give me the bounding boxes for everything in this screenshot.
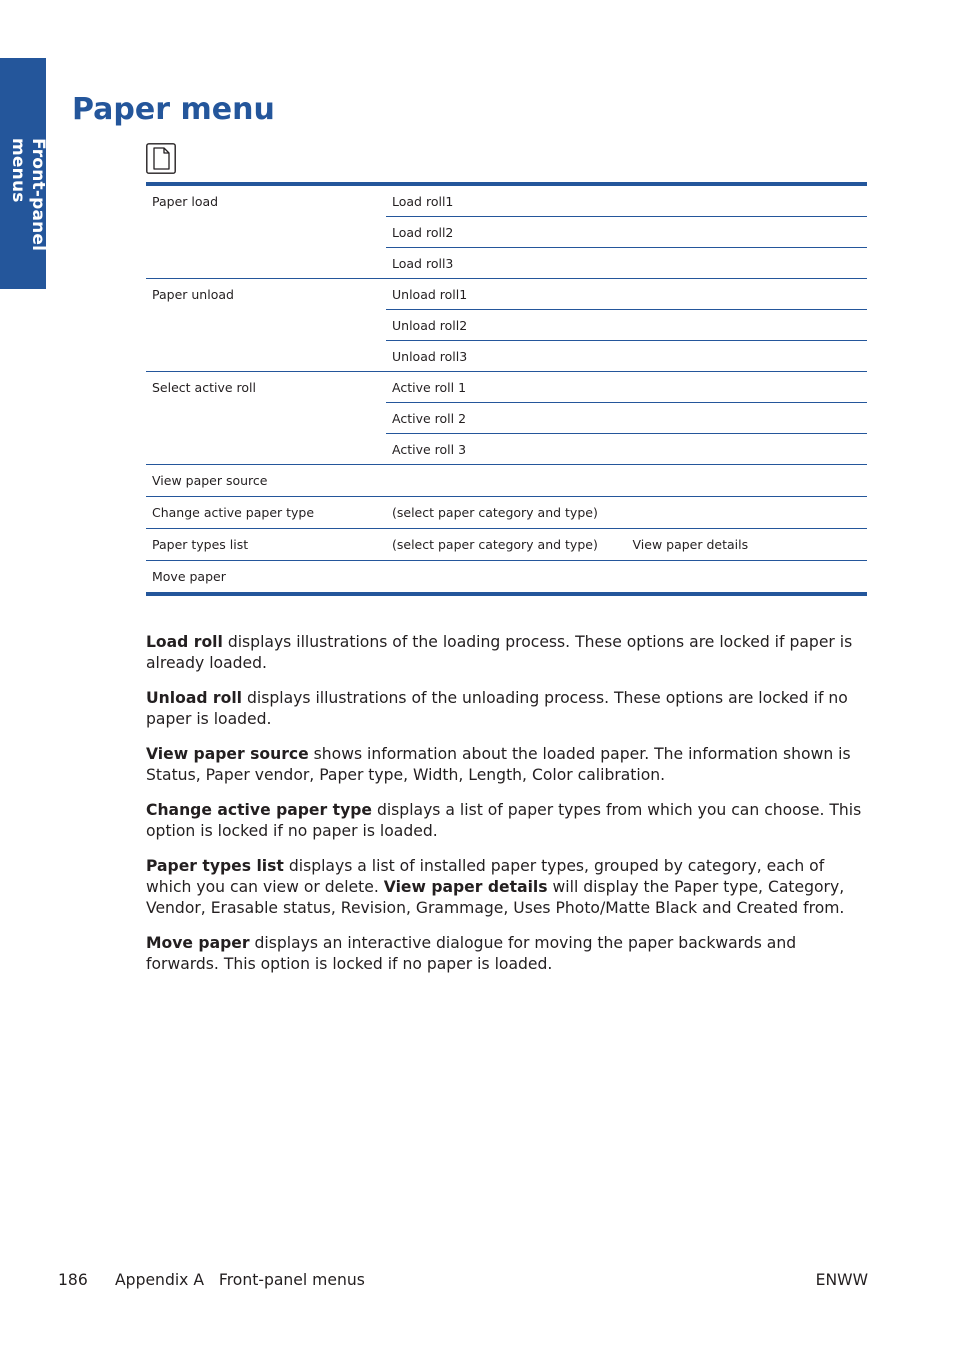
description-body: displays a list of paper types from which you can choose. This option is locked if no paper is loaded. bbox=[146, 801, 862, 840]
menu-item-change-active-paper-type: Change active paper type bbox=[146, 497, 386, 529]
option-load-roll2: Load roll2 bbox=[386, 217, 867, 248]
side-tab-label: Front-panel menus bbox=[8, 138, 48, 252]
option-cell bbox=[386, 465, 627, 497]
table-row bbox=[146, 184, 867, 217]
table-row bbox=[146, 529, 867, 561]
menu-item-paper-unload: Paper unload bbox=[146, 279, 386, 372]
table-row bbox=[146, 279, 867, 310]
description-move-paper bbox=[146, 933, 871, 975]
option-select-category-type: (select paper category and type) bbox=[386, 497, 627, 529]
footer-section: Appendix A Front-panel menus bbox=[115, 1271, 365, 1289]
description-body: displays illustrations of the loading process. These options are locked if paper is already loaded. bbox=[146, 633, 853, 672]
paper-sheet-icon bbox=[146, 143, 176, 174]
footer-doc-code: ENWW bbox=[815, 1271, 868, 1289]
description-paper-types-list bbox=[146, 856, 871, 919]
term-view-paper-source: View paper source bbox=[146, 745, 309, 763]
table-row bbox=[146, 561, 867, 595]
option-load-roll3: Load roll3 bbox=[386, 248, 867, 279]
option-active-roll-1: Active roll 1 bbox=[386, 372, 867, 403]
menu-item-select-active-roll: Select active roll bbox=[146, 372, 386, 465]
option-unload-roll2: Unload roll2 bbox=[386, 310, 867, 341]
option-unload-roll3: Unload roll3 bbox=[386, 341, 867, 372]
term-unload-roll: Unload roll bbox=[146, 689, 243, 707]
menu-item-move-paper: Move paper bbox=[152, 569, 226, 584]
page-number: 186 bbox=[58, 1271, 88, 1289]
option-unload-roll1: Unload roll1 bbox=[386, 279, 867, 310]
sub-option-cell bbox=[627, 497, 868, 529]
description-body: displays an interactive dialogue for moving the paper backwards and forwards. This option is locked if no paper is loaded. bbox=[146, 934, 797, 973]
term-change-active-paper-type: Change active paper type bbox=[146, 801, 372, 819]
term-load-roll: Load roll bbox=[146, 633, 223, 651]
paper-menu-table bbox=[146, 182, 867, 596]
description-text bbox=[146, 632, 871, 989]
menu-item-view-paper-source: View paper source bbox=[146, 465, 386, 497]
description-body: displays a list of installed paper types, grouped by category, each of which you can view or delete. bbox=[146, 857, 825, 896]
term-view-paper-details: View paper details bbox=[383, 878, 548, 896]
option-cell bbox=[386, 561, 627, 595]
table-row bbox=[146, 465, 867, 497]
option-active-roll-2: Active roll 2 bbox=[386, 403, 867, 434]
option-select-category-type: (select paper category and type) bbox=[386, 529, 627, 561]
sub-option-cell bbox=[627, 465, 868, 497]
term-paper-types-list: Paper types list bbox=[146, 857, 284, 875]
description-change-active-paper-type bbox=[146, 800, 871, 842]
description-unload-roll bbox=[146, 688, 871, 730]
description-body: will display the Paper type, Category, Vendor, Erasable status, Revision, Grammage, Uses Photo/Matte Black and Created from. bbox=[146, 878, 845, 917]
description-view-paper-source bbox=[146, 744, 871, 786]
menu-item-paper-load: Paper load bbox=[146, 184, 386, 279]
table-row bbox=[146, 372, 867, 403]
table-row bbox=[146, 497, 867, 529]
description-body: shows information about the loaded paper. The information shown is Status, Paper vendor, Paper type, Width, Length, Color calibration. bbox=[146, 745, 851, 784]
menu-item-paper-types-list: Paper types list bbox=[146, 529, 386, 561]
option-load-roll1: Load roll1 bbox=[386, 184, 867, 217]
description-load-roll bbox=[146, 632, 871, 674]
option-active-roll-3: Active roll 3 bbox=[386, 434, 867, 465]
description-body: displays illustrations of the unloading process. These options are locked if no paper is loaded. bbox=[146, 689, 848, 728]
side-tab bbox=[0, 58, 46, 289]
term-move-paper: Move paper bbox=[146, 934, 250, 952]
sub-option-cell bbox=[627, 561, 868, 595]
sub-option-view-paper-details: View paper details bbox=[627, 529, 868, 561]
page-title: Paper menu bbox=[72, 92, 275, 127]
